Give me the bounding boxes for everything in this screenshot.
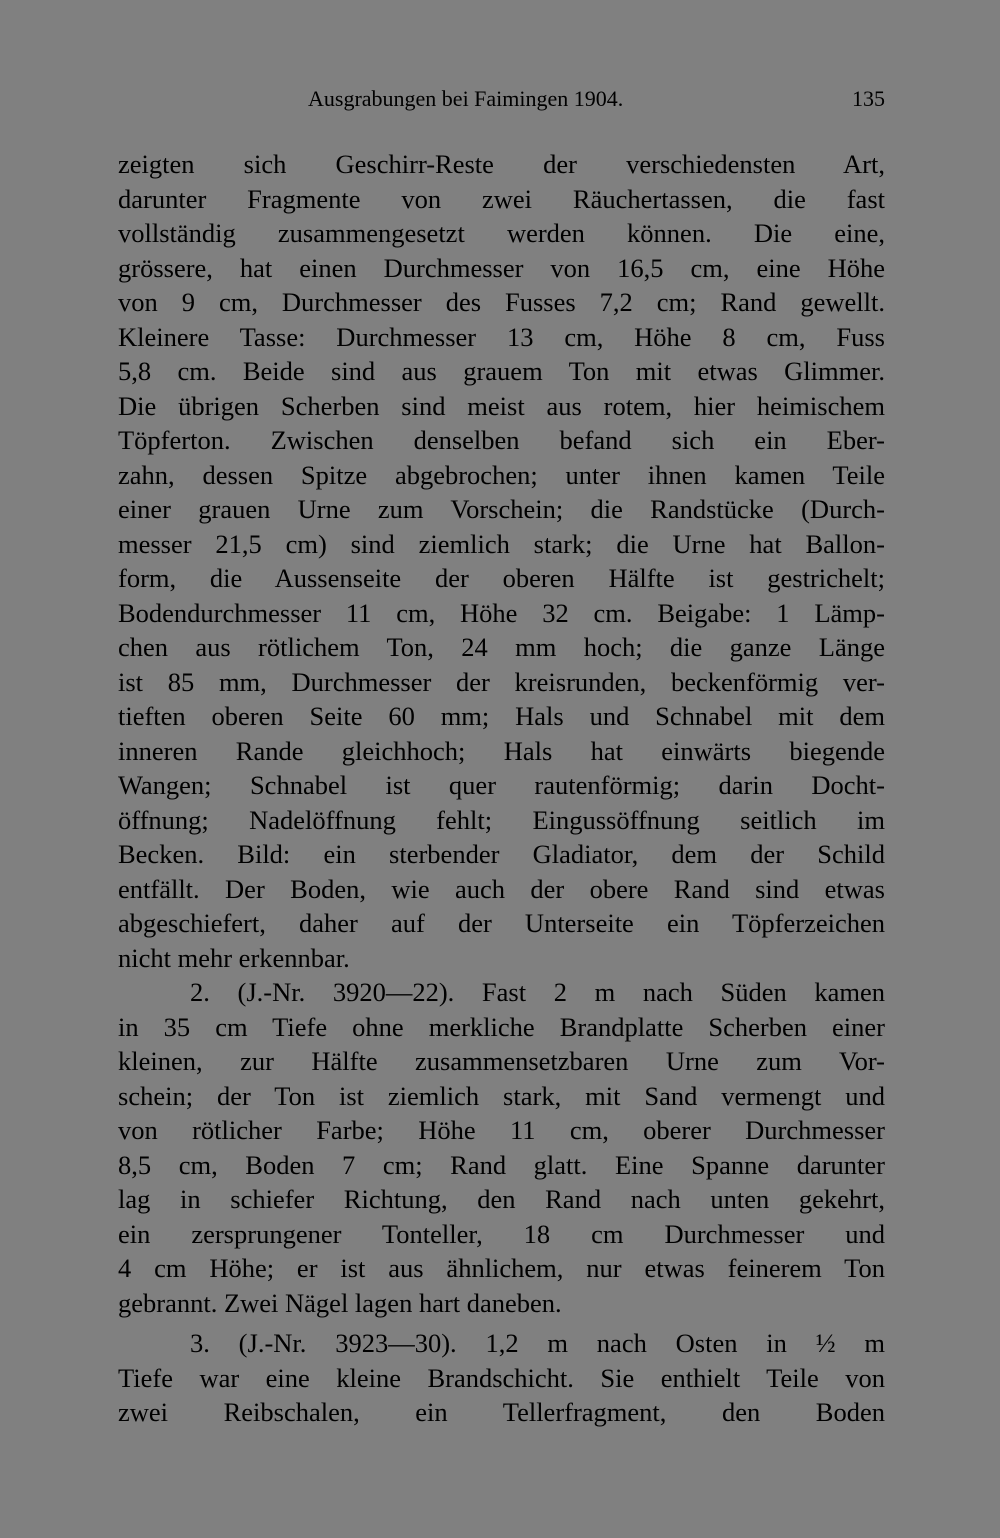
paragraph-2-start: 2. (J.-Nr. 3920—22). Fast 2 m nach Süden kamen [190,977,885,1007]
text-line: chen aus rötlichem Ton, 24 mm hoch; die ganze Länge [118,632,885,662]
text-line: inneren Rande gleichhoch; Hals hat einwärts biegende [118,735,885,766]
text-line: lag in schiefer Richtung, den Rand nach unten gekehrt, [118,1184,885,1214]
text-line: darunter Fragmente von zwei Räuchertassen, die fast [118,183,885,214]
text-line: ein zersprungener Tonteller, 18 cm Durchmesser und [118,1218,885,1249]
text-line: grössere, hat einen Durchmesser von 16,5 cm, eine Höhe [118,252,885,283]
text-line: 8,5 cm, Boden 7 cm; Rand glatt. Eine Spanne darunter [118,1149,885,1180]
text-line: nicht mehr erkennbar. [118,942,350,973]
text-line: Tiefe war eine kleine Brandschicht. Sie enthielt Teile von [118,1362,885,1393]
text-line: gebrannt. Zwei Nägel lagen hart daneben. [118,1287,562,1318]
text-line: 5,8 cm. Beide sind aus grauem Ton mit etwas Glimmer. [118,356,885,386]
text-line: 4 cm Höhe; er ist aus ähnlichem, nur etwas feinerem Ton [118,1253,885,1283]
text-line: messer 21,5 cm) sind ziemlich stark; die Urne hat Ballon- [118,528,885,559]
text-line: zeigten sich Geschirr-Reste der verschiedensten Art, [118,149,885,179]
text-line: Wangen; Schnabel ist quer rautenförmig; darin Docht- [118,770,885,800]
text-line: entfällt. Der Boden, wie auch der obere Rand sind etwas [118,873,885,904]
text-line: von rötlicher Farbe; Höhe 11 cm, oberer Durchmesser [118,1115,885,1145]
body-text [118,147,885,1430]
running-title: Ausgrabungen bei Faimingen 1904. [308,86,624,111]
text-line: form, die Aussenseite der oberen Hälfte ist gestrichelt; [118,563,885,593]
running-head [118,86,885,116]
text-line: abgeschiefert, daher auf der Unterseite ein Töpferzeichen [118,908,885,938]
text-line: in 35 cm Tiefe ohne merkliche Brandplatte Scherben einer [118,1011,885,1042]
text-line: öffnung; Nadelöffnung fehlt; Eingussöffnung seitlich im [118,804,885,835]
text-line: ist 85 mm, Durchmesser der kreisrunden, beckenförmig ver- [118,666,885,697]
paragraph-3-start: 3. (J.-Nr. 3923—30). 1,2 m nach Osten in ½ m [190,1328,885,1358]
text-line: Töpferton. Zwischen denselben befand sich ein Eber- [118,425,885,455]
text-line: schein; der Ton ist ziemlich stark, mit Sand vermengt und [118,1080,885,1111]
text-line: von 9 cm, Durchmesser des Fusses 7,2 cm; Rand gewellt. [118,287,885,317]
text-line: zahn, dessen Spitze abgebrochen; unter ihnen kamen Teile [118,459,885,490]
text-line: tieften oberen Seite 60 mm; Hals und Schnabel mit dem [118,701,885,731]
text-line: Kleinere Tasse: Durchmesser 13 cm, Höhe 8 cm, Fuss [118,321,885,352]
text-line: kleinen, zur Hälfte zusammensetzbaren Urne zum Vor- [118,1046,885,1076]
text-line: einer grauen Urne zum Vorschein; die Randstücke (Durch- [118,494,885,524]
text-line: Die übrigen Scherben sind meist aus rotem, hier heimischem [118,390,885,421]
page-number: 135 [852,86,885,111]
text-line: Bodendurchmesser 11 cm, Höhe 32 cm. Beigabe: 1 Lämp- [118,597,885,628]
text-line: vollständig zusammengesetzt werden können. Die eine, [118,218,885,248]
text-line: Becken. Bild: ein sterbender Gladiator, dem der Schild [118,839,885,869]
text-line: zwei Reibschalen, ein Tellerfragment, den Boden [118,1397,885,1427]
